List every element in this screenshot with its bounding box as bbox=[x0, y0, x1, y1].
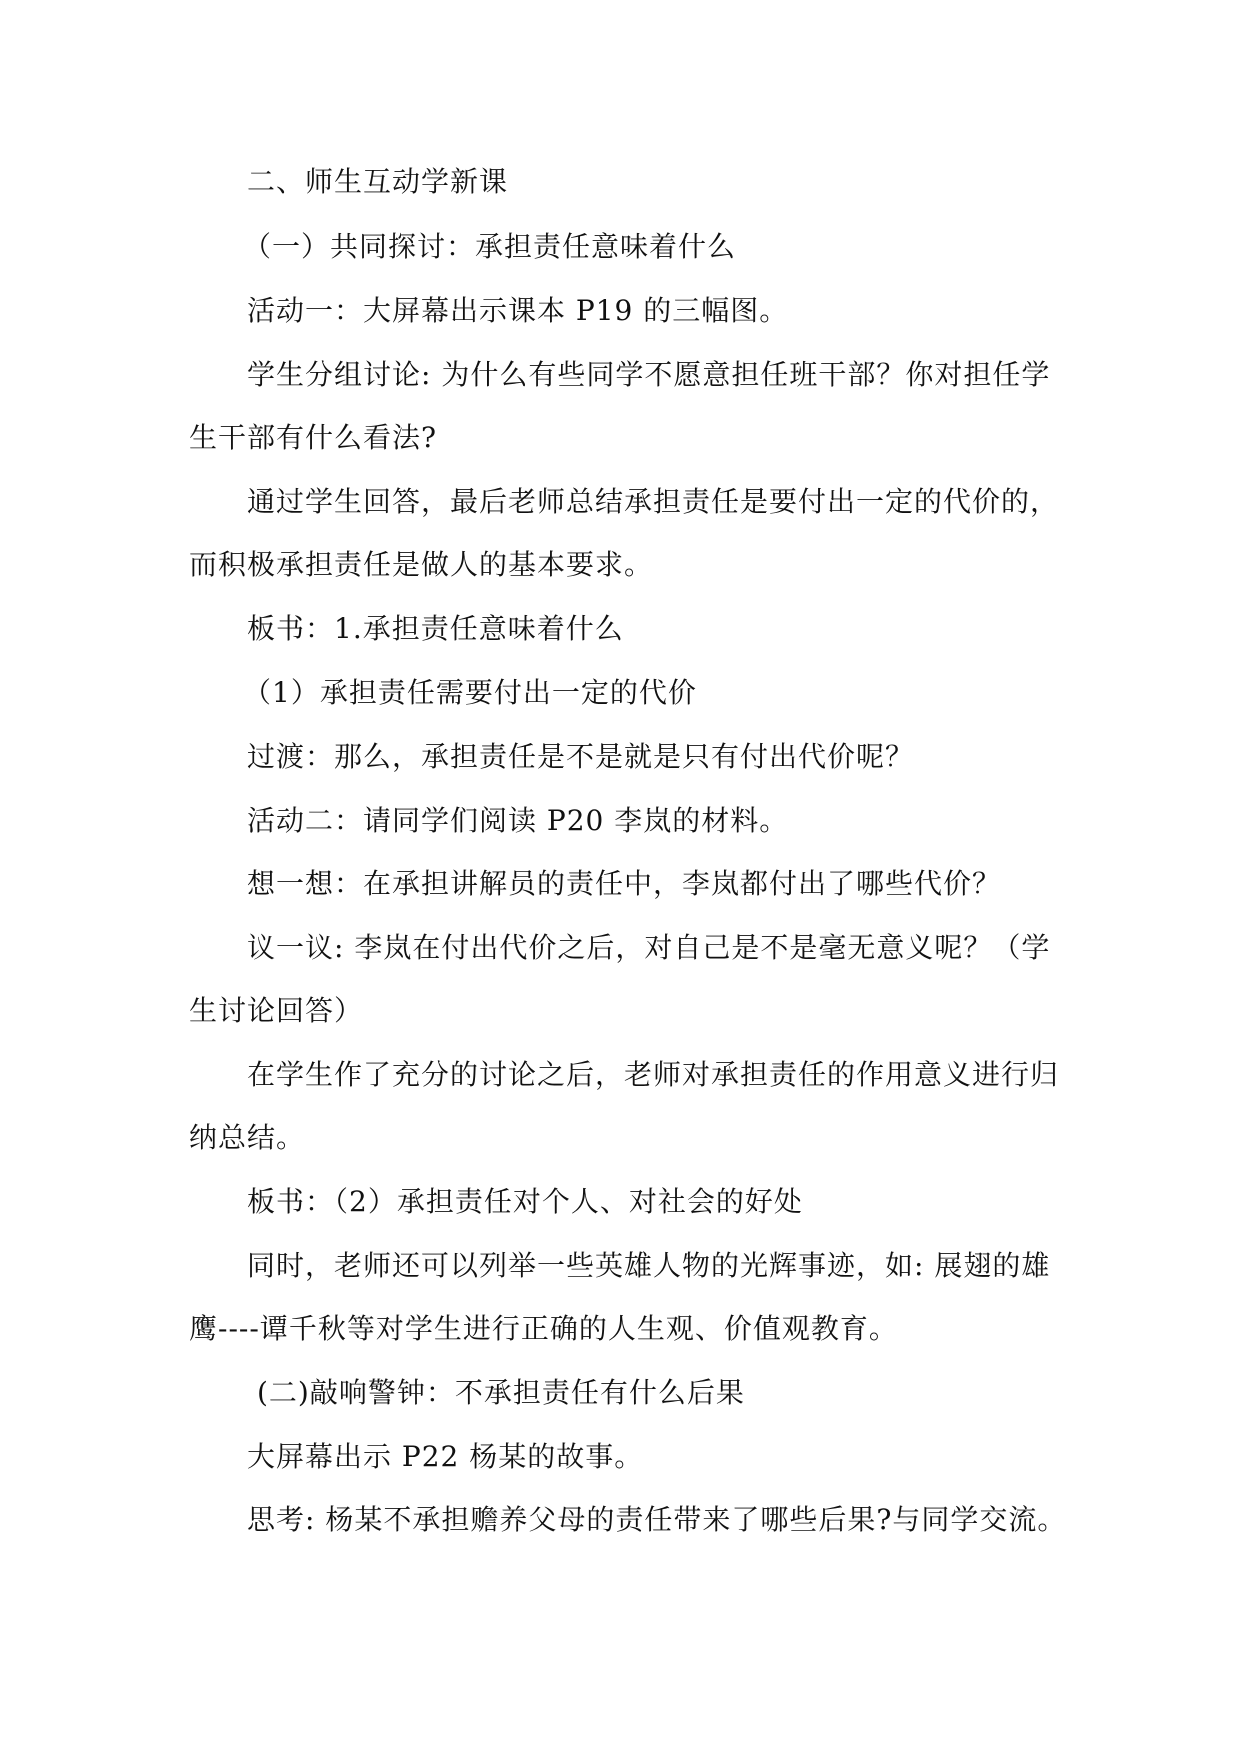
paragraph-line: 活动一：大屏幕出示课本 P19 的三幅图。 bbox=[247, 294, 789, 327]
paragraph-line: 而积极承担责任是做人的基本要求。 bbox=[189, 548, 654, 581]
blackboard-note: （1）承担责任需要付出一定的代价 bbox=[243, 676, 697, 709]
paragraph-line: 生讨论回答） bbox=[189, 994, 364, 1027]
subsection-heading: (二)敲响警钟：不承担责任有什么后果 bbox=[257, 1376, 745, 1409]
subsection-heading: （一）共同探讨：承担责任意味着什么 bbox=[243, 230, 737, 263]
paragraph-line: 活动二：请同学们阅读 P20 李岚的材料。 bbox=[247, 804, 789, 837]
paragraph-line: 过渡：那么，承担责任是不是就是只有付出代价呢？ bbox=[247, 740, 915, 773]
paragraph-line: 议一议: 李岚在付出代价之后，对自己是不是毫无意义呢？（学 bbox=[247, 931, 1051, 964]
paragraph-line: 在学生作了充分的讨论之后，老师对承担责任的作用意义进行归 bbox=[247, 1058, 1060, 1091]
paragraph-line: 同时，老师还可以列举一些英雄人物的光辉事迹，如: 展翅的雄 bbox=[247, 1249, 1051, 1282]
blackboard-note: 板书：1.承担责任意味着什么 bbox=[247, 612, 624, 645]
paragraph-line: 纳总结。 bbox=[189, 1121, 306, 1154]
section-heading: 二、师生互动学新课 bbox=[247, 165, 509, 198]
blackboard-note: 板书：（2）承担责任对个人、对社会的好处 bbox=[247, 1185, 803, 1218]
paragraph-line: 学生分组讨论: 为什么有些同学不愿意担任班干部？你对担任学 bbox=[247, 358, 1051, 391]
paragraph-line: 通过学生回答，最后老师总结承担责任是要付出一定的代价的， bbox=[247, 485, 1060, 518]
paragraph-line: 鹰----谭千秋等对学生进行正确的人生观、价值观教育。 bbox=[189, 1312, 898, 1345]
paragraph-line: 想一想：在承担讲解员的责任中，李岚都付出了哪些代价？ bbox=[247, 867, 1002, 900]
paragraph-line: 大屏幕出示 P22 杨某的故事。 bbox=[247, 1440, 644, 1473]
paragraph-line: 思考: 杨某不承担赡养父母的责任带来了哪些后果?与同学交流。 bbox=[247, 1503, 1067, 1536]
paragraph-line: 生干部有什么看法? bbox=[189, 421, 438, 454]
